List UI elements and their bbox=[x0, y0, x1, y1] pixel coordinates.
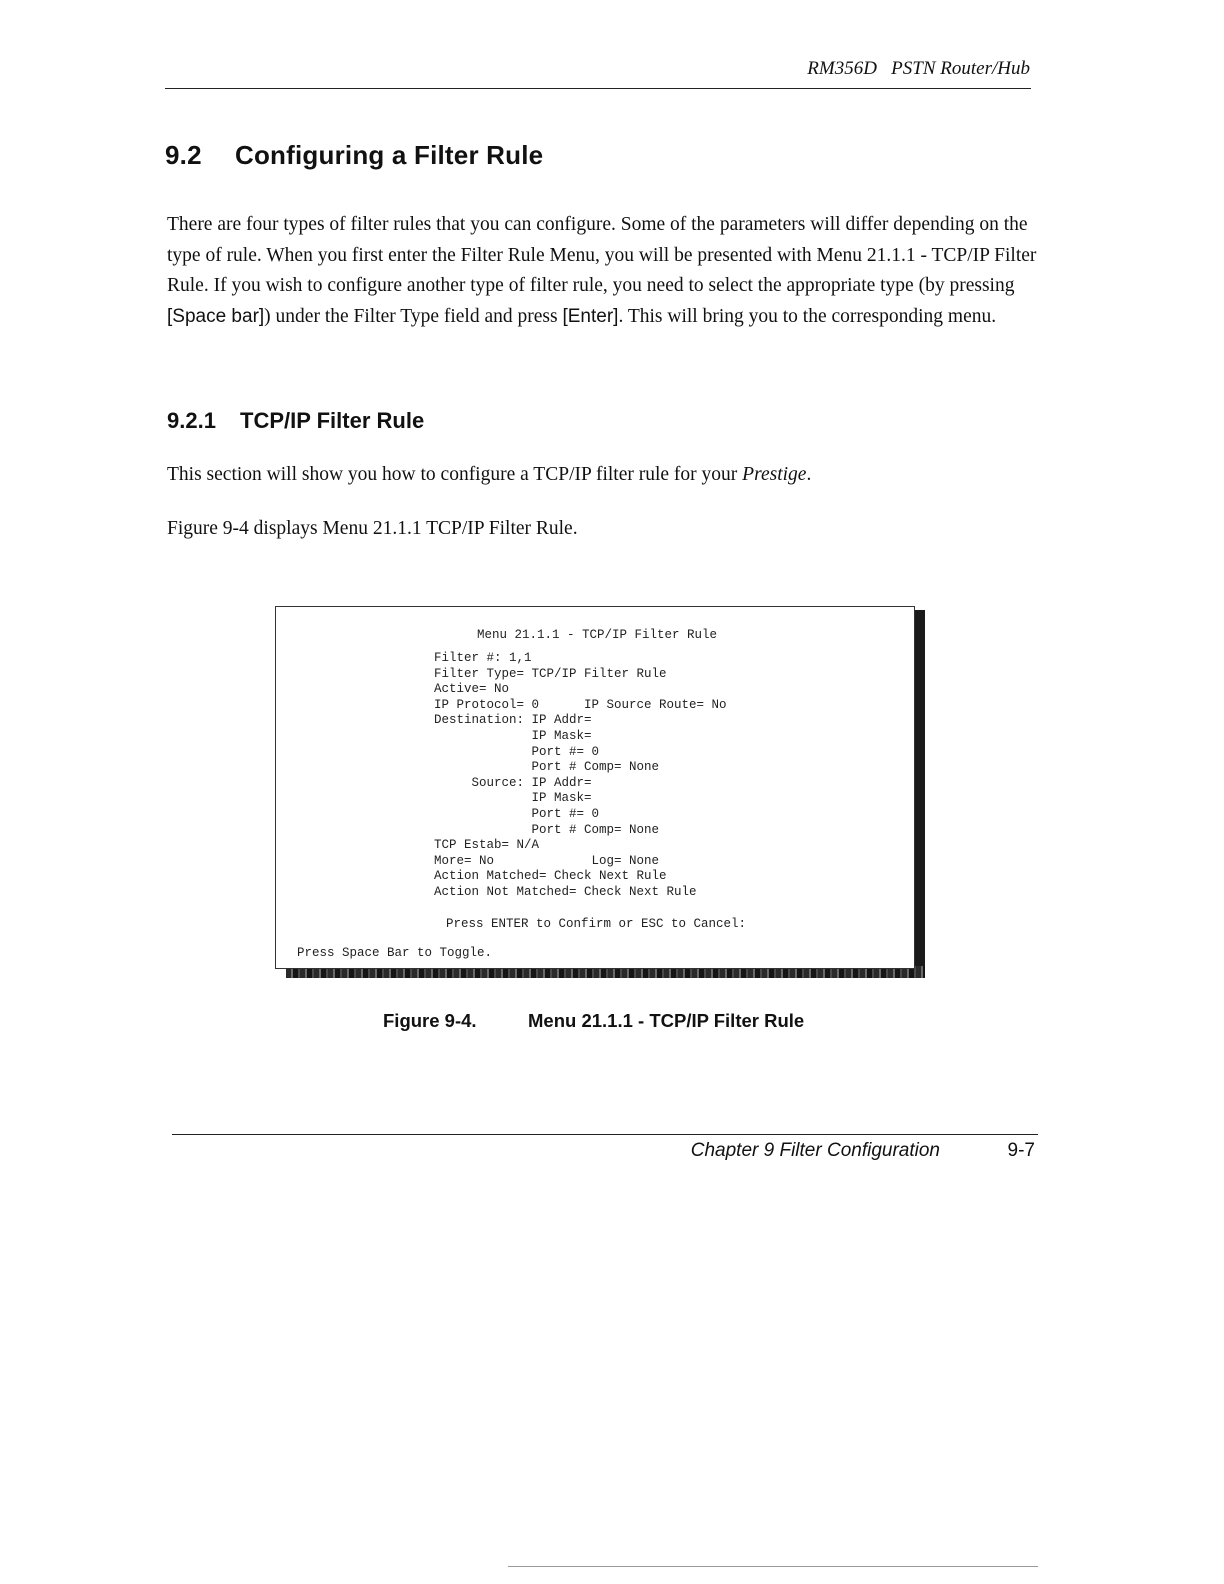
bottom-rule bbox=[508, 1566, 1038, 1567]
figure-caption bbox=[383, 1010, 804, 1032]
section-heading bbox=[165, 140, 543, 171]
menu-line: TCP Estab= N/A bbox=[434, 838, 540, 853]
menu-line: Port # Comp= None bbox=[434, 760, 660, 775]
section-title: Configuring a Filter Rule bbox=[235, 140, 544, 170]
menu-line: Port #= 0 bbox=[434, 806, 600, 821]
figure-title: Menu 21.1.1 - TCP/IP Filter Rule bbox=[528, 1010, 805, 1031]
product-name: Prestige bbox=[742, 464, 807, 485]
section-number: 9.2 bbox=[165, 140, 202, 170]
header-rule bbox=[165, 88, 1031, 89]
subsection-title: TCP/IP Filter Rule bbox=[240, 408, 425, 433]
menu-line: Filter Type= TCP/IP Filter Rule bbox=[434, 666, 667, 681]
toggle-hint: Press Space Bar to Toggle. bbox=[297, 946, 493, 960]
menu-line: Port #= 0 bbox=[434, 744, 600, 759]
menu-line: Active= No bbox=[434, 682, 510, 697]
figure-reference: Figure 9-4 displays Menu 21.1.1 TCP/IP Filter Rule. bbox=[167, 518, 578, 539]
section-description-end: . bbox=[806, 464, 812, 485]
confirm-prompt: Press ENTER to Confirm or ESC to Cancel: bbox=[446, 917, 747, 931]
footer-rule bbox=[172, 1134, 1038, 1135]
intro-text-2: ) under the Filter Type field and press bbox=[264, 305, 563, 327]
section-description-text: This section will show you how to configure a TCP/IP filter rule for your bbox=[167, 464, 743, 485]
menu-line: Action Matched= Check Next Rule bbox=[434, 869, 667, 884]
enter-key: [Enter] bbox=[562, 305, 619, 327]
menu-line: Action Not Matched= Check Next Rule bbox=[434, 884, 697, 899]
subsection-number: 9.2.1 bbox=[167, 408, 216, 433]
menu-line: IP Mask= bbox=[434, 728, 592, 743]
footer-chapter: Chapter 9 Filter Configuration bbox=[690, 1140, 940, 1161]
running-header: RM356D PSTN Router/Hub bbox=[807, 58, 1030, 79]
menu-line: More= No Log= None bbox=[434, 853, 660, 868]
page-number: 9-7 bbox=[1007, 1140, 1035, 1161]
menu-title: Menu 21.1.1 - TCP/IP Filter Rule bbox=[477, 628, 718, 642]
intro-text-1: There are four types of filter rules that you can configure. Some of the parameters will differ depending on the type of rule. When you first enter the Filter Rule Menu, you will be presented with Menu 21.1.1 - TCP/IP Filter Rule. If you wish to configure another type of filter rule, you need to select the appropriate type (by pressing bbox=[167, 214, 1037, 296]
subsection-heading bbox=[167, 408, 424, 434]
intro-paragraph bbox=[167, 210, 1037, 332]
section-description bbox=[167, 464, 811, 486]
menu-line: Port # Comp= None bbox=[434, 822, 660, 837]
menu-line: Filter #: 1,1 bbox=[434, 651, 532, 665]
space-bar-key: [Space bar] bbox=[167, 305, 265, 327]
menu-line: Destination: IP Addr= bbox=[434, 713, 592, 728]
intro-text-3: . This will bring you to the corresponding menu. bbox=[618, 305, 997, 327]
menu-fields bbox=[434, 651, 727, 901]
menu-line: Source: IP Addr= bbox=[434, 775, 592, 790]
menu-line: IP Protocol= 0 IP Source Route= No bbox=[434, 697, 727, 712]
menu-line: IP Mask= bbox=[434, 791, 592, 806]
terminal-screen bbox=[275, 606, 915, 969]
figure-label: Figure 9-4. bbox=[383, 1010, 477, 1031]
